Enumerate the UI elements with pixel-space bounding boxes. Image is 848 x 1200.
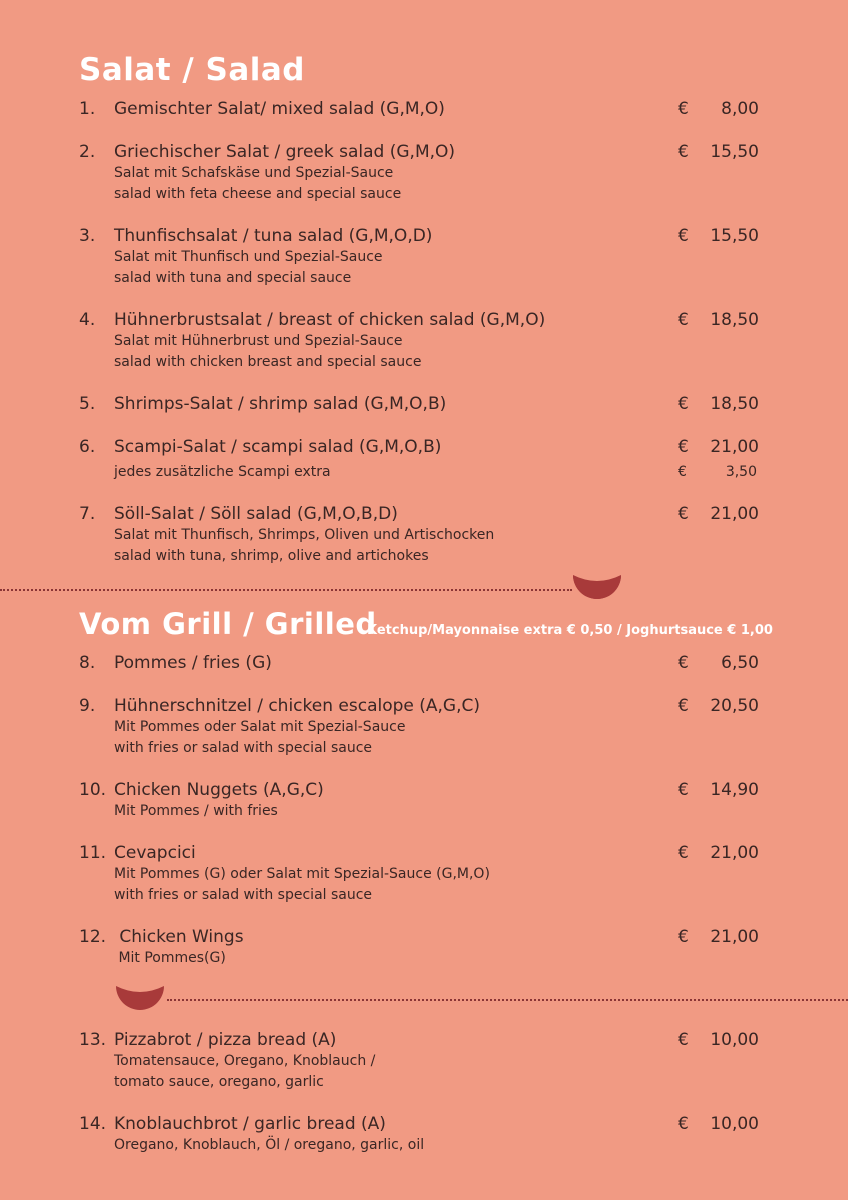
item-price: 15,50 <box>710 226 759 246</box>
item-price: 6,50 <box>721 653 759 673</box>
item-name: Pizzabrot / pizza bread (A) <box>114 1030 337 1050</box>
item-number: 13. <box>79 1030 107 1050</box>
item-name: Knoblauchbrot / garlic bread (A) <box>114 1114 386 1134</box>
crescent-moon-icon <box>115 984 165 1018</box>
item-number: 14. <box>79 1114 107 1134</box>
section-title-salad: Salat / Salad <box>79 52 305 88</box>
currency-symbol: € <box>678 1114 689 1134</box>
item-number: 5. <box>79 394 96 414</box>
item-desc-en: salad with tuna, shrimp, olive and artichokes <box>114 548 429 564</box>
item-desc-en: tomato sauce, oregano, garlic <box>114 1074 324 1090</box>
currency-symbol: € <box>678 464 687 480</box>
item-number: 11. <box>79 843 107 863</box>
item-number: 10. <box>79 780 107 800</box>
item-number: 3. <box>79 226 96 246</box>
item-extra-label: jedes zusätzliche Scampi extra <box>114 464 331 480</box>
item-price: 20,50 <box>710 696 759 716</box>
item-name: Scampi-Salat / scampi salad (G,M,O,B) <box>114 437 442 457</box>
item-price: 21,00 <box>710 504 759 524</box>
item-name: Pommes / fries (G) <box>114 653 272 673</box>
item-price: 10,00 <box>710 1030 759 1050</box>
item-desc-en: salad with tuna and special sauce <box>114 270 352 286</box>
item-name: Cevapcici <box>114 843 196 863</box>
item-price: 21,00 <box>710 437 759 457</box>
currency-symbol: € <box>678 653 689 673</box>
item-number: 7. <box>79 504 96 524</box>
dotted-divider <box>167 999 848 1001</box>
currency-symbol: € <box>678 1030 689 1050</box>
item-desc-de: Mit Pommes (G) oder Salat mit Spezial-Sauce (G,M,O) <box>114 866 490 882</box>
item-desc-de: Salat mit Hühnerbrust und Spezial-Sauce <box>114 333 403 349</box>
sauce-note: Ketchup/Mayonnaise extra € 0,50 / Joghurtsauce € 1,00 <box>367 623 773 638</box>
item-price: 8,00 <box>721 99 759 119</box>
item-name: Gemischter Salat/ mixed salad (G,M,O) <box>114 99 445 119</box>
item-desc-de: Mit Pommes oder Salat mit Spezial-Sauce <box>114 719 406 735</box>
item-name: Griechischer Salat / greek salad (G,M,O) <box>114 142 456 162</box>
item-desc-de: Salat mit Thunfisch und Spezial-Sauce <box>114 249 383 265</box>
item-number: 4. <box>79 310 96 330</box>
item-desc-en: salad with chicken breast and special sauce <box>114 354 422 370</box>
item-desc-de: Salat mit Thunfisch, Shrimps, Oliven und Artischocken <box>114 527 495 543</box>
item-name: Chicken Nuggets (A,G,C) <box>114 780 324 800</box>
currency-symbol: € <box>678 780 689 800</box>
crescent-moon-icon <box>572 573 622 607</box>
currency-symbol: € <box>678 394 689 414</box>
item-name: Hühnerschnitzel / chicken escalope (A,G,C) <box>114 696 481 716</box>
item-price: 10,00 <box>710 1114 759 1134</box>
item-price: 15,50 <box>710 142 759 162</box>
item-number: 12. <box>79 927 107 947</box>
item-price: 18,50 <box>710 310 759 330</box>
item-name: Thunfischsalat / tuna salad (G,M,O,D) <box>114 226 433 246</box>
item-price: 18,50 <box>710 394 759 414</box>
item-number: 1. <box>79 99 96 119</box>
item-desc: Mit Pommes / with fries <box>114 803 278 819</box>
item-number: 9. <box>79 696 96 716</box>
item-number: 6. <box>79 437 96 457</box>
currency-symbol: € <box>678 142 689 162</box>
item-name: Hühnerbrustsalat / breast of chicken salad (G,M,O) <box>114 310 546 330</box>
item-desc-en: salad with feta cheese and special sauce <box>114 186 402 202</box>
item-number: 2. <box>79 142 96 162</box>
currency-symbol: € <box>678 696 689 716</box>
currency-symbol: € <box>678 927 689 947</box>
item-desc: Oregano, Knoblauch, Öl / oregano, garlic, oil <box>114 1137 425 1153</box>
item-desc-de: Tomatensauce, Oregano, Knoblauch / <box>114 1053 376 1069</box>
item-price: 14,90 <box>710 780 759 800</box>
item-extra-price: 3,50 <box>725 464 757 480</box>
item-name: Chicken Wings <box>114 927 244 947</box>
currency-symbol: € <box>678 226 689 246</box>
currency-symbol: € <box>678 99 689 119</box>
item-name: Söll-Salat / Söll salad (G,M,O,B,D) <box>114 504 398 524</box>
item-number: 8. <box>79 653 96 673</box>
item-desc: Mit Pommes(G) <box>114 950 226 966</box>
currency-symbol: € <box>678 437 689 457</box>
item-price: 21,00 <box>710 843 759 863</box>
item-desc-de: Salat mit Schafskäse und Spezial-Sauce <box>114 165 394 181</box>
item-name: Shrimps-Salat / shrimp salad (G,M,O,B) <box>114 394 447 414</box>
item-price: 21,00 <box>710 927 759 947</box>
dotted-divider <box>0 589 572 591</box>
currency-symbol: € <box>678 843 689 863</box>
item-desc-en: with fries or salad with special sauce <box>114 740 373 756</box>
section-title-grilled: Vom Grill / Grilled <box>79 607 377 641</box>
currency-symbol: € <box>678 504 689 524</box>
item-desc-en: with fries or salad with special sauce <box>114 887 373 903</box>
currency-symbol: € <box>678 310 689 330</box>
